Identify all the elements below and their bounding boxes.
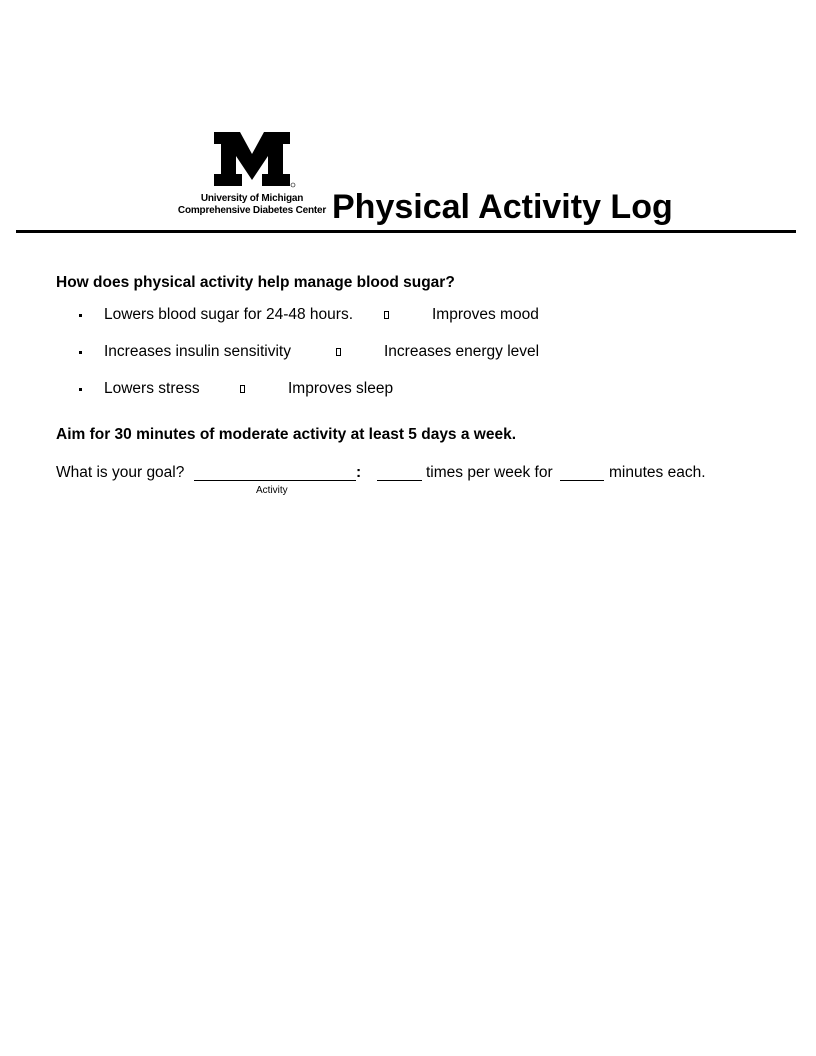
benefit-left: Increases insulin sensitivity xyxy=(104,343,291,360)
benefit-left: Lowers stress xyxy=(104,380,200,397)
block-m-logo-icon xyxy=(212,130,296,190)
benefits-heading: How does physical activity help manage blood sugar? xyxy=(56,274,455,291)
activity-blank-field[interactable] xyxy=(194,463,356,481)
umich-logo xyxy=(170,130,334,220)
header-divider xyxy=(16,230,796,233)
benefit-right: Improves mood xyxy=(432,306,539,323)
benefit-right: Increases energy level xyxy=(384,343,540,360)
benefit-row xyxy=(0,379,816,399)
goal-line xyxy=(0,463,816,487)
goal-question: What is your goal? xyxy=(56,464,185,481)
logo-university-name: University of Michigan xyxy=(200,193,304,204)
benefit-right: Improves sleep xyxy=(288,380,394,397)
bullet-icon xyxy=(79,351,82,354)
benefit-row xyxy=(0,305,816,325)
page-title: Physical Activity Log xyxy=(332,188,673,226)
benefit-row xyxy=(0,342,816,362)
goal-heading: Aim for 30 minutes of moderate activity at least 5 days a week. xyxy=(56,426,517,443)
goal-colon: : xyxy=(356,464,362,481)
activity-caption: Activity xyxy=(256,485,288,496)
box-glyph-icon xyxy=(240,385,245,393)
box-glyph-icon xyxy=(384,311,389,319)
box-glyph-icon xyxy=(336,348,341,356)
bullet-icon xyxy=(79,314,82,317)
times-per-week-blank-field[interactable] xyxy=(377,463,422,481)
minutes-blank-field[interactable] xyxy=(560,463,604,481)
times-per-week-label: times per week for xyxy=(426,464,553,481)
bullet-icon xyxy=(79,388,82,391)
minutes-label: minutes each. xyxy=(609,464,706,481)
benefit-left: Lowers blood sugar for 24-48 hours. xyxy=(104,306,354,323)
logo-center-name: Comprehensive Diabetes Center xyxy=(177,205,327,216)
